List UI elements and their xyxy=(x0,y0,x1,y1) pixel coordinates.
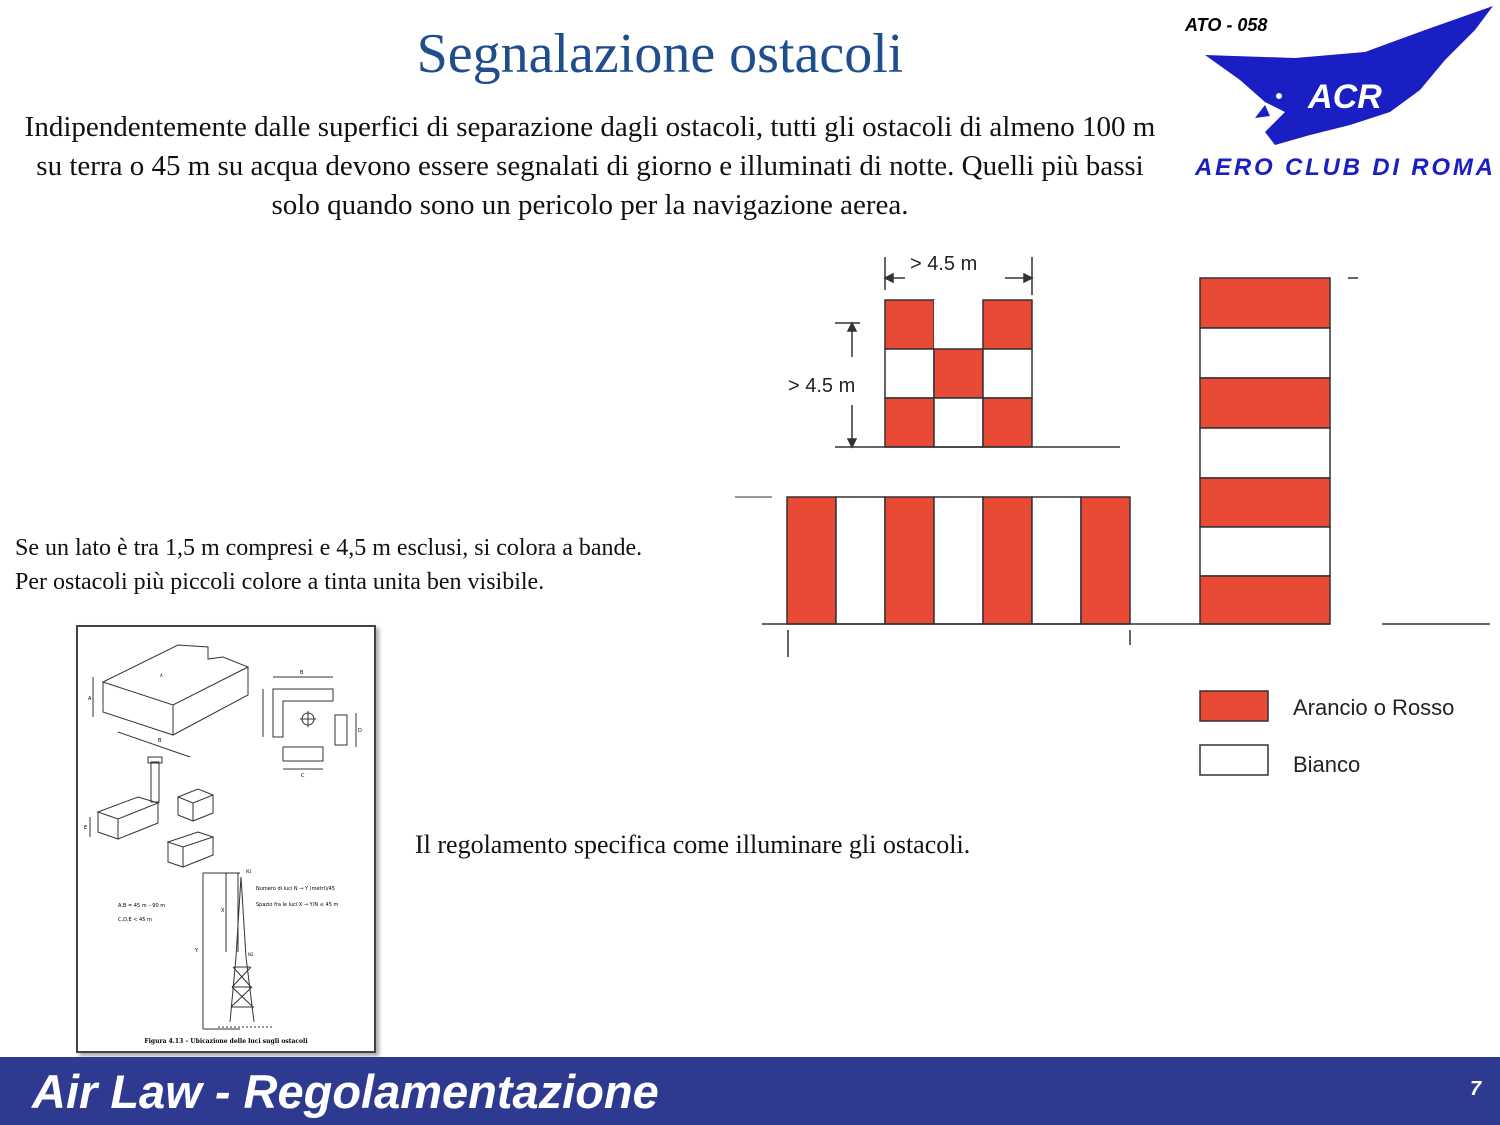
side-dimension-label: > 4.5 m xyxy=(788,375,856,397)
figure-label-e: E xyxy=(84,825,88,831)
page-number: 7 xyxy=(1470,1078,1482,1100)
legend-swatch-red xyxy=(1200,691,1268,721)
slide-title: Segnalazione ostacoli xyxy=(416,23,904,85)
lighting-figure xyxy=(76,625,376,1053)
figure-caption: Figura 4.13 – Ubicazione delle luci sugli ostacoli xyxy=(144,1038,308,1045)
band-rule-line-2: Per ostacoli più piccoli colore a tinta unita ben visibile. xyxy=(15,569,545,595)
legend-swatch-white xyxy=(1200,745,1268,775)
logo-monogram: ACR xyxy=(1308,78,1382,116)
figure-label-a-side: A xyxy=(88,696,92,702)
checkered-obstacle xyxy=(885,300,1032,447)
banded-horizontal-obstacle xyxy=(787,497,1130,624)
legend-label-white: Bianco xyxy=(1293,752,1361,777)
aero-club-logo xyxy=(1175,0,1500,190)
figure-label-n1: N1 xyxy=(246,869,252,874)
band-rule-text xyxy=(15,531,642,599)
figure-note-cde: C,D,E < 45 m xyxy=(118,917,152,923)
legend-label-red: Arancio o Rosso xyxy=(1293,695,1455,720)
band-rule-line-1: Se un lato è tra 1,5 m compresi e 4,5 m esclusi, si colora a bande. xyxy=(15,535,643,561)
intro-paragraph: Indipendentemente dalle superfici di separazione dagli ostacoli, tutti gli ostacoli di almeno 100 m su terra o 45 m su acqua devono essere segnalati di giorno e illuminati di notte. Quelli più bassi solo quando sono un pericolo per la navigazione aerea. xyxy=(24,111,1156,221)
figure-label-d: D xyxy=(358,728,362,734)
logo-code: ATO - 058 xyxy=(1185,15,1268,35)
figure-label-c: C xyxy=(301,773,305,779)
logo-name: AERO CLUB DI ROMA xyxy=(1195,154,1493,181)
figure-label-y: Y xyxy=(195,948,199,954)
figure-note-ab: A,B = 45 m – 90 m xyxy=(118,903,166,909)
top-dimension-label: > 4.5 m xyxy=(910,253,978,275)
figure-label-b: B xyxy=(158,738,162,744)
lighting-text: Il regolamento specifica come illuminare gli ostacoli. xyxy=(415,830,971,859)
figure-label-n2: N2 xyxy=(248,952,254,957)
figure-note-spacing: Spazio fra le luci X → Y/N ≤ 45 m xyxy=(256,902,339,908)
figure-note-lights: Numero di luci N → Y (metri)/45 xyxy=(256,886,335,892)
figure-label-a: A xyxy=(160,673,163,678)
lighting-figure-drawing xyxy=(78,627,374,1051)
obstacle-marking-diagram xyxy=(730,245,1500,805)
figure-label-x: X xyxy=(221,908,225,914)
figure-label-b-plan: B xyxy=(300,670,304,676)
footer-title: Air Law - Regolamentazione xyxy=(32,1065,659,1118)
banded-vertical-obstacle xyxy=(1200,278,1330,624)
legend xyxy=(1200,691,1454,777)
